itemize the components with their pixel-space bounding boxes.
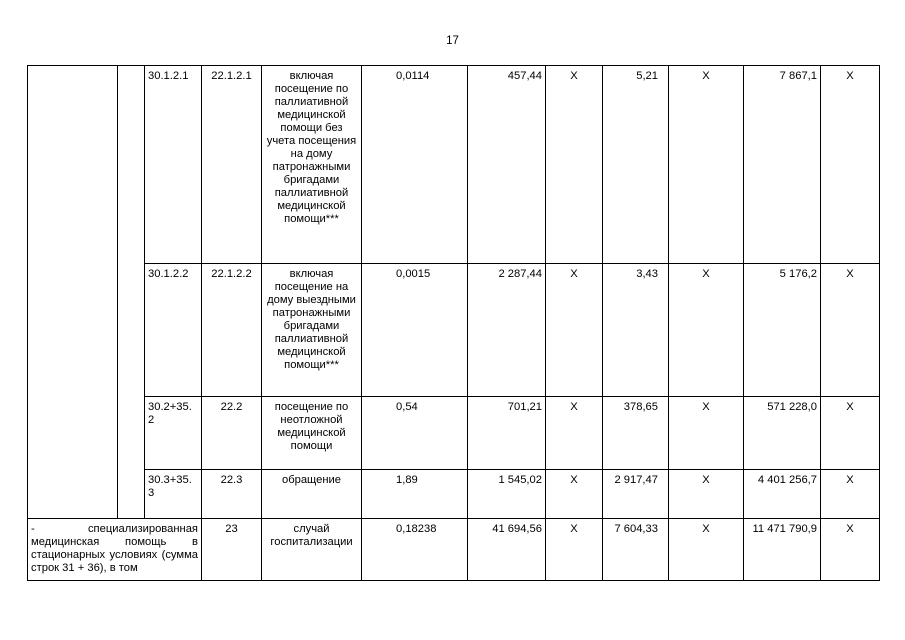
x-cell: X [821, 397, 880, 470]
row-number-cell: 22.1.2.1 [202, 66, 262, 264]
total-cost-cell: 5 176,2 [744, 264, 821, 397]
x-cell: X [669, 397, 744, 470]
per-capita-cell: 378,65 [603, 397, 669, 470]
x-cell: X [821, 66, 880, 264]
per-capita-cell: 7 604,33 [603, 519, 669, 581]
row-number-cell: 23 [202, 519, 262, 581]
per-capita-cell: 3,43 [603, 264, 669, 397]
empty-narrow-cell [118, 66, 145, 519]
per-capita-cell: 2 917,47 [603, 470, 669, 519]
norm-volume-cell: 0,54 [362, 397, 468, 470]
row-code-cell: 30.3+35.3 [145, 470, 202, 519]
table-row [28, 264, 880, 397]
x-cell: X [546, 470, 603, 519]
x-cell: X [669, 470, 744, 519]
x-cell: X [546, 66, 603, 264]
page-number: 17 [446, 35, 459, 47]
x-cell: X [821, 264, 880, 397]
x-cell: X [546, 397, 603, 470]
table-row [28, 397, 880, 470]
norm-volume-cell: 0,0114 [362, 66, 468, 264]
tariff-table [27, 65, 880, 581]
norm-volume-cell: 0,18238 [362, 519, 468, 581]
table-row [28, 519, 880, 581]
row-description-cell: обращение [262, 470, 362, 519]
table-row [28, 66, 880, 264]
row-code-cell: 30.1.2.1 [145, 66, 202, 264]
row-title-cell: - специализированная медицинская помощь в стационарных условиях (сумма строк 31 + 36), в том [28, 519, 202, 581]
x-cell: X [821, 519, 880, 581]
norm-cost-cell: 1 545,02 [468, 470, 546, 519]
norm-volume-cell: 1,89 [362, 470, 468, 519]
x-cell: X [669, 264, 744, 397]
row-description-cell: случай госпитализации [262, 519, 362, 581]
x-cell: X [669, 66, 744, 264]
x-cell: X [546, 519, 603, 581]
x-cell: X [546, 264, 603, 397]
row-number-cell: 22.1.2.2 [202, 264, 262, 397]
total-cost-cell: 11 471 790,9 [744, 519, 821, 581]
empty-label-cell [28, 66, 118, 519]
total-cost-cell: 571 228,0 [744, 397, 821, 470]
norm-cost-cell: 2 287,44 [468, 264, 546, 397]
norm-cost-cell: 701,21 [468, 397, 546, 470]
total-cost-cell: 7 867,1 [744, 66, 821, 264]
row-description-cell: включая посещение на дому выездными патронажными бригадами паллиативной медицинской помощи*** [262, 264, 362, 397]
row-description-cell: включая посещение по паллиативной медицинской помощи без учета посещения на дому патронажными бригадами паллиативной медицинской помощи*** [262, 66, 362, 264]
row-number-cell: 22.3 [202, 470, 262, 519]
row-code-cell: 30.2+35.2 [145, 397, 202, 470]
row-number-cell: 22.2 [202, 397, 262, 470]
row-description-cell: посещение по неотложной медицинской помощи [262, 397, 362, 470]
row-code-cell: 30.1.2.2 [145, 264, 202, 397]
norm-cost-cell: 41 694,56 [468, 519, 546, 581]
x-cell: X [669, 519, 744, 581]
table-row [28, 470, 880, 519]
total-cost-cell: 4 401 256,7 [744, 470, 821, 519]
x-cell: X [821, 470, 880, 519]
per-capita-cell: 5,21 [603, 66, 669, 264]
norm-volume-cell: 0,0015 [362, 264, 468, 397]
norm-cost-cell: 457,44 [468, 66, 546, 264]
